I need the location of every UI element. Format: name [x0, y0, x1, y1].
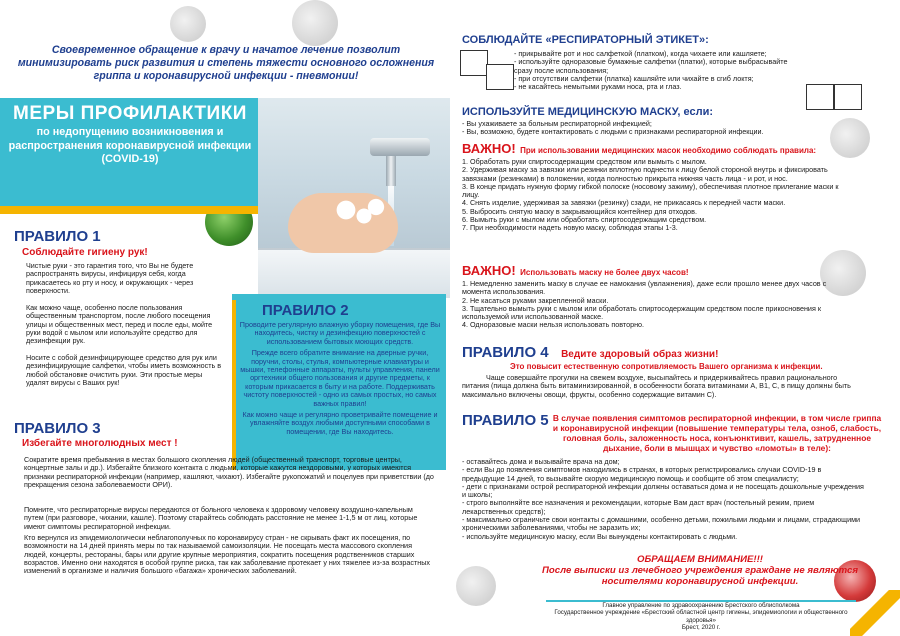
rule4-text: Чаще совершайте прогулки на свежем воздухе, высыпайтесь и придерживайтесь правил рационального питания (пища должна быть витаминизированной, в особенности богата витаминами А, В1, С, в пищу должны быть максимально включены овощи, фрукты, особенно содержащие витамин С).: [462, 373, 851, 399]
footer-line-1: Главное управление по здравоохранению Брестского облисполкома: [602, 602, 800, 609]
list-item: - дети с признаками острой респираторной инфекции должны оставаться дома и не посещать дошкольные учреждения и школы;: [462, 481, 864, 500]
attention-title: ОБРАЩАЕМ ВНИМАНИЕ!!!: [637, 554, 763, 565]
list-item: 1. Немедленно заменить маску в случае ее намокания (увлажнения), даже если прошло менее двух часов с момента использования.: [462, 279, 827, 297]
etiquette-title: СОБЛЮДАЙТЕ «РЕСПИРАТОРНЫЙ ЭТИКЕТ»:: [462, 34, 709, 46]
list-item: - Вы, возможно, будете контактировать с людьми с признаками респираторной инфекции.: [462, 127, 764, 137]
list-item: 3. В конце придать нужную форму гибкой полоске (носовому зажиму), обеспечивая плотное прилегание маски к лицу.: [462, 181, 839, 200]
list-item: 4. Снять изделие, удерживая за завязки (резинку) сзади, не прикасаясь к передней части маски.: [462, 198, 786, 208]
list-item: 2. Не касаться руками закрепленной маски.: [462, 295, 609, 305]
rule2-paragraph-3: Как можно чаще и регулярно проветривайте помещение и увлажняйте воздух любыми доступными способами в помещении, где Вы находитесь.: [242, 410, 438, 436]
rule1-paragraph-3: Носите с собой дезинфицирующее средство для рук или дезинфицирующие салфетки, чтобы иметь возможность в любой обстановке очистить руки. Эти простые меры удалят вирусы с Ваших рук!: [26, 353, 222, 387]
rule3-title: ПРАВИЛО 3: [14, 420, 101, 437]
rule5-note: В случае появления симптомов респираторной инфекции, в том числе гриппа и коронавирусной инфекции (повышение температуры тела, озноб, слабость, головная боль, заложенность носа, конъюнктивит, кашель, затрудненное дыхание, боли в мышцах и чувство «ломоты» в теле):: [552, 413, 882, 453]
list-item: 7. При необходимости надеть новую маску, соблюдая этапы 1-3.: [462, 223, 678, 233]
important1-strong: ВАЖНО!: [462, 141, 516, 156]
list-item: - используйте медицинскую маску, если Вы вынуждены контактировать с людьми.: [462, 531, 738, 541]
list-item: 3. Тщательно вымыть руки с мылом или обработать спиртосодержащим средством после прикосновения к используемой или использованной маске.: [462, 303, 821, 322]
rule4-title: ПРАВИЛО 4: [462, 344, 549, 361]
footer: [546, 602, 856, 632]
list-item: - используйте одноразовые бумажные салфетки (платки), которые выбрасывайте сразу после использования;: [514, 57, 788, 75]
list-item: - максимально ограничьте свои контакты с домашними, особенно детьми, пожилыми людьми и лицами, страдающими хроническими заболеваниями, чтобы не заразить их;: [462, 515, 861, 533]
rule2-paragraph-1: Проводите регулярную влажную уборку помещения, где Вы находитесь, чистку и дезинфекцию поверхностей с использованием бытовых моющих средств.: [239, 320, 441, 346]
footer-stripe: [850, 590, 900, 636]
banner-stripe: [0, 206, 258, 214]
list-item: - строго выполняйте все назначения и рекомендации, которые Вам даст врач (постельный режим, прием лекарственных средств);: [462, 498, 815, 516]
important1-list: [462, 158, 842, 233]
sink-shape: [258, 248, 450, 298]
list-item: - Вы ухаживаете за больным респираторной инфекцией;: [462, 119, 652, 128]
rule3-paragraph-2: Помните, что респираторные вирусы передаются от больного человека к здоровому человеку воздушно-капельным путем (при разговоре, чихании, кашле). Поэтому старайтесь соблюдать расстояние не менее 1-1,5 м от лиц, которые имеют симптомы респираторной инфекции.: [24, 505, 418, 531]
faucet-neck: [386, 156, 396, 186]
rule3-paragraph-3: Кто вернулся из эпидемиологически неблагополучных по коронавирусу стран - не скрывать факт их посещения, по возможности на 14 дней принять меры по так называемой самоизоляции. Не посещать места массового скопления людей, концерты, рестораны, бары или другие крупные мероприятия, сократить посещения родственников старших возрастов. Именно они находятся в особой группе риска, так как заболевание протекает у них тяжелее из-за возрастных изменений в организме и наличия большого «багажа» хронических заболеваний.: [24, 533, 430, 576]
faucet-icon: [370, 138, 430, 156]
right-column: [450, 0, 900, 636]
footer-line-3: Брест, 2020 г.: [681, 624, 721, 632]
banner-subtitle: по недопущению возникновения и распространения коронавирусной инфекции (COVID-19): [8, 126, 252, 166]
rule2-paragraph-2: Прежде всего обратите внимание на дверные ручки, поручни, столы, стулья, компьютерные клавиатуры и мышки, телефонные аппараты, пульты управления, панели оргтехники общего пользования и другие предметы, к которым прикасается в быту и на работе. Поддерживать чистоту поверхностей - одно из самых простых, но самых важных правил!: [240, 348, 440, 408]
rule4-heading: [462, 344, 892, 362]
important1-heading: [462, 140, 882, 158]
mask-title: ИСПОЛЬЗУЙТЕ МЕДИЦИНСКУЮ МАСКУ, если:: [462, 106, 714, 118]
list-item: - при отсутствии салфетки (платка) кашляйте или чихайте в сгиб локтя;: [514, 73, 754, 83]
etiquette-list: [514, 50, 804, 91]
rule2-title: ПРАВИЛО 2: [262, 302, 349, 319]
rule4-subtitle: Ведите здоровый образ жизни!: [561, 349, 719, 360]
cough-elbow-icon: [806, 84, 834, 110]
handwash-photo: [258, 98, 450, 298]
important2-note: Использовать маску не более двух часов!: [520, 268, 689, 277]
rule1-paragraph-1: Чистые руки - это гарантия того, что Вы не будете распространять вирусы, инфицируя себя, когда прикасаетесь ко рту и носу, и окружающих - через поверхности.: [26, 261, 194, 295]
list-item: - не касайтесь немытыми руками носа, рта и глаз.: [514, 82, 682, 92]
rule1-paragraph-2: Как можно чаще, особенно после пользования общественным транспортом, после любого посещения улицы и общественных мест, перед и после еды, мойте руки водой с мылом или используйте средство для дезинфекции рук.: [26, 303, 213, 346]
list-item: 4. Одноразовые маски нельзя использовать повторно.: [462, 320, 645, 330]
important1-note: При использовании медицинских масок необходимо соблюдать правила:: [520, 146, 817, 155]
attention-block: [540, 554, 860, 587]
virus-decoration-icon: [292, 0, 338, 46]
rule1-subtitle: Соблюдайте гигиену рук!: [22, 247, 148, 258]
important2-strong: ВАЖНО!: [462, 263, 516, 278]
rule5-title: ПРАВИЛО 5: [462, 412, 549, 429]
important2-list: [462, 280, 852, 330]
rule4-note: Это повысит естественную сопротивляемость Вашего организма к инфекции.: [510, 362, 823, 371]
list-item: 1. Обработать руки спиртосодержащим средством или вымыть с мылом.: [462, 157, 707, 166]
list-item: 5. Выбросить снятую маску в закрывающийся контейнер для отходов.: [462, 206, 697, 216]
footer-line-2: Государственное учреждение «Брестский областной центр гигиены, эпидемиологии и общественного здоровья»: [554, 609, 848, 624]
rule2-text: [238, 321, 442, 439]
banner-title: МЕРЫ ПРОФИЛАКТИКИ: [13, 103, 247, 124]
rule1-title: ПРАВИЛО 1: [14, 228, 101, 245]
rule3-subtitle: Избегайте многолюдных мест !: [22, 438, 178, 449]
foam-shape: [328, 198, 388, 228]
rule3-paragraph-1: Сократите время пребывания в местах большого скопления людей (общественный транспорт, торговые центры, концертные залы и др.). Избегайте близкого контакта с людьми, которые кажутся нездоровыми, у которых имеются признаки респираторной инфекции (например, кашляют, чихают). Избегайте рукопожатий и поцелуев при приветствии (до прекращения сезона заболеваемости ОРИ).: [24, 455, 434, 489]
important2-heading: [462, 262, 882, 280]
list-item: 2. Удерживая маску за завязки или резинки вплотную поднести к лицу белой стороной внутрь и фиксировать завязками (резинками) в положении, когда полностью прикрыта нижняя часть лица - и рот, и нос.: [462, 165, 828, 183]
virus-decoration-icon: [456, 566, 496, 606]
mask-list: [462, 120, 842, 137]
trash-bin-icon: [486, 64, 514, 90]
rule5-list: [462, 458, 864, 541]
intro-text: Своевременное обращение к врачу и начатое лечение позволит минимизировать риск развития и степень тяжести основного осложнения гриппа и коронавирусной инфекции - пневмонии!: [17, 44, 435, 82]
list-item: - прикрывайте рот и нос салфеткой (платком), когда чихаете или кашляете;: [514, 49, 767, 58]
sneeze-tissue-icon: [460, 50, 488, 76]
rule2-stripe: [232, 300, 236, 470]
list-item: - оставайтесь дома и вызывайте врача на дом;: [462, 457, 620, 466]
list-item: 6. Вымыть руки с мылом или обработать спиртосодержащим средством.: [462, 215, 707, 225]
virus-decoration-icon: [170, 6, 206, 42]
no-touch-face-icon: [834, 84, 862, 110]
list-item: - если Вы до появления симптомов находились в странах, в которых регистрировались случаи COVID-19 в предыдущие 14 дней, то вызывайте скорую медицинскую помощь и сообщите об этом специалисту;: [462, 465, 822, 483]
attention-text: После выписки из лечебного учреждения граждане не являются носителями коронавирусной инфекции.: [542, 565, 858, 587]
